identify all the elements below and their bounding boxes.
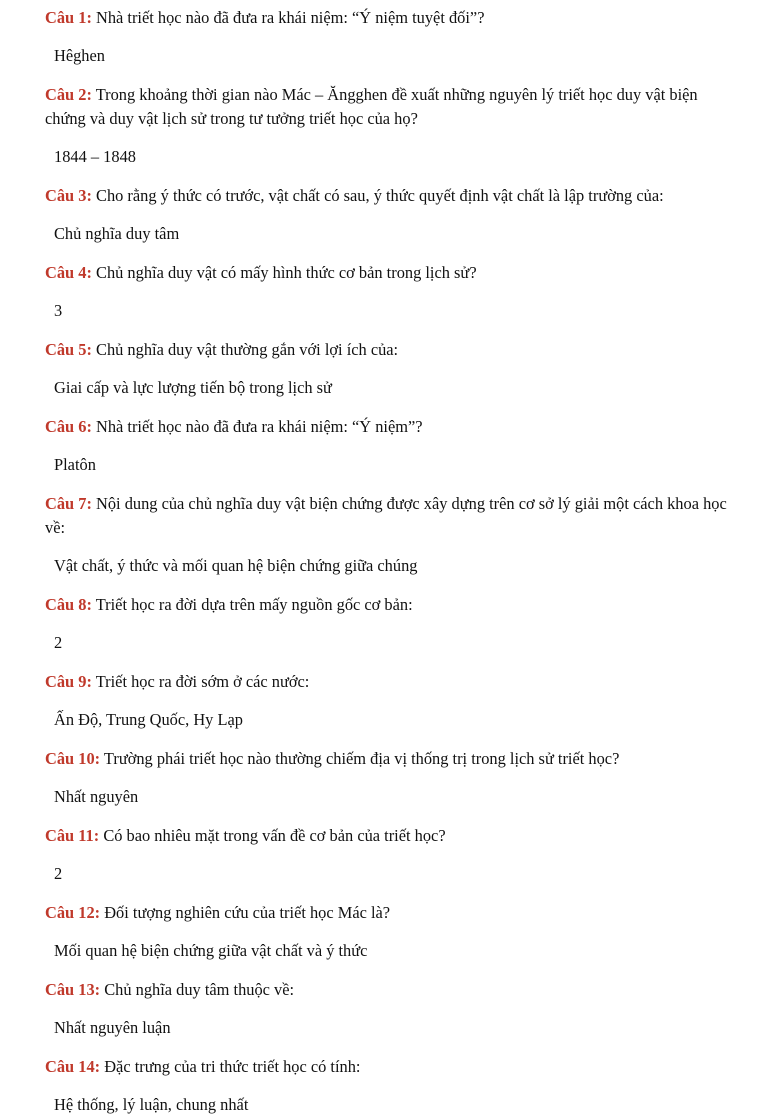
- answer-10: Nhất nguyên: [54, 787, 139, 806]
- answer-8: 2: [54, 633, 63, 652]
- question-label: Câu 12:: [45, 903, 101, 922]
- question-label: Câu 10:: [45, 749, 101, 768]
- question-label: Câu 9:: [45, 672, 92, 691]
- question-4: [45, 261, 728, 285]
- question-7: [45, 492, 728, 540]
- answer-11: 2: [54, 864, 63, 883]
- question-text: Đặc trưng của tri thức triết học có tính:: [104, 1057, 361, 1076]
- question-label: Câu 14:: [45, 1057, 101, 1076]
- question-label: Câu 8:: [45, 595, 92, 614]
- question-text: Trong khoảng thời gian nào Mác – Ăngghen đề xuất những nguyên lý triết học duy vật biện chứng và duy vật lịch sử trong tư tưởng triết học của họ?: [45, 85, 698, 128]
- answer-9: Ấn Độ, Trung Quốc, Hy Lạp: [54, 710, 243, 729]
- question-8: [45, 593, 728, 617]
- qa-item-5: [45, 338, 728, 400]
- answer-3: Chủ nghĩa duy tâm: [54, 224, 180, 243]
- qa-item-8: [45, 593, 728, 655]
- question-label: Câu 7:: [45, 494, 92, 513]
- question-6: [45, 415, 728, 439]
- qa-item-6: [45, 415, 728, 477]
- qa-item-14: [45, 1055, 728, 1117]
- question-3: [45, 184, 728, 208]
- question-text: Chủ nghĩa duy vật thường gắn với lợi ích của:: [96, 340, 399, 359]
- qa-item-11: [45, 824, 728, 886]
- answer-7: Vật chất, ý thức và mối quan hệ biện chứng giữa chúng: [54, 556, 418, 575]
- question-10: [45, 747, 728, 771]
- question-label: Câu 5:: [45, 340, 92, 359]
- question-label: Câu 13:: [45, 980, 101, 999]
- question-text: Nhà triết học nào đã đưa ra khái niệm: “Ý niệm”?: [96, 417, 423, 436]
- answer-12: Mối quan hệ biện chứng giữa vật chất và ý thức: [54, 941, 368, 960]
- question-label: Câu 2:: [45, 85, 92, 104]
- qa-item-10: [45, 747, 728, 809]
- question-9: [45, 670, 728, 694]
- question-text: Triết học ra đời dựa trên mấy nguồn gốc cơ bản:: [95, 595, 413, 614]
- qa-item-4: [45, 261, 728, 323]
- question-label: Câu 4:: [45, 263, 92, 282]
- answer-1: Hêghen: [54, 46, 105, 65]
- question-5: [45, 338, 728, 362]
- question-label: Câu 1:: [45, 8, 92, 27]
- answer-13: Nhất nguyên luận: [54, 1018, 171, 1037]
- question-text: Nội dung của chủ nghĩa duy vật biện chứng được xây dựng trên cơ sở lý giải một cách khoa học về:: [45, 494, 727, 537]
- question-text: Triết học ra đời sớm ở các nước:: [95, 672, 310, 691]
- question-label: Câu 6:: [45, 417, 92, 436]
- question-text: Nhà triết học nào đã đưa ra khái niệm: “Ý niệm tuyệt đối”?: [96, 8, 485, 27]
- qa-item-3: [45, 184, 728, 246]
- question-1: [45, 6, 728, 30]
- answer-6: Platôn: [54, 455, 96, 474]
- question-text: Chủ nghĩa duy vật có mấy hình thức cơ bản trong lịch sử?: [96, 263, 477, 282]
- question-label: Câu 3:: [45, 186, 92, 205]
- question-12: [45, 901, 728, 925]
- question-13: [45, 978, 728, 1002]
- answer-2: 1844 – 1848: [54, 147, 136, 166]
- qa-item-12: [45, 901, 728, 963]
- answer-14: Hệ thống, lý luận, chung nhất: [54, 1095, 249, 1114]
- qa-item-7: [45, 492, 728, 578]
- qa-item-13: [45, 978, 728, 1040]
- question-label: Câu 11:: [45, 826, 100, 845]
- qa-item-9: [45, 670, 728, 732]
- question-11: [45, 824, 728, 848]
- question-text: Chủ nghĩa duy tâm thuộc về:: [104, 980, 295, 999]
- question-text: Đối tượng nghiên cứu của triết học Mác là?: [104, 903, 391, 922]
- qa-item-1: [45, 6, 728, 68]
- answer-4: 3: [54, 301, 63, 320]
- question-text: Có bao nhiêu mặt trong vấn đề cơ bản của triết học?: [103, 826, 446, 845]
- question-text: Trường phái triết học nào thường chiếm địa vị thống trị trong lịch sử triết học?: [103, 749, 620, 768]
- qa-item-2: [45, 83, 728, 169]
- question-text: Cho rằng ý thức có trước, vật chất có sau, ý thức quyết định vật chất là lập trường của:: [96, 186, 664, 205]
- question-14: [45, 1055, 728, 1079]
- answer-5: Giai cấp và lực lượng tiến bộ trong lịch sử: [54, 378, 332, 397]
- question-2: [45, 83, 728, 131]
